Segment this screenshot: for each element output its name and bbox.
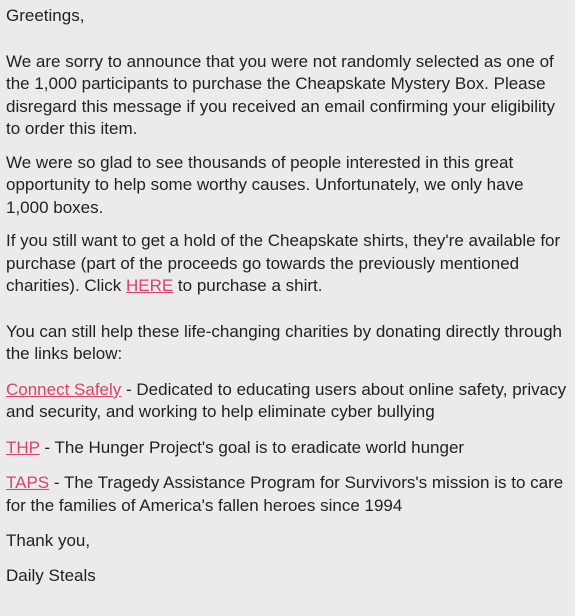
charity-item-connect-safely <box>6 379 569 424</box>
donate-paragraph: You can still help these life-changing charities by donating directly through the links below: <box>6 321 562 363</box>
charity-description: - The Hunger Project's goal is to eradicate world hunger <box>39 437 465 457</box>
charity-description: - The Tragedy Assistance Program for Survivors's mission is to care for the families of America's fallen heroes since 1994 <box>6 473 564 515</box>
thanks-paragraph: We were so glad to see thousands of people interested in this great opportunity to help some worthy causes. Unfortunately, we only have 1,000 boxes. <box>6 152 524 217</box>
rejection-paragraph: We are sorry to announce that you were not randomly selected as one of the 1,000 participants to purchase the Cheapskate Mystery Box. Please disregard this message if you received an email confirming your eligibility to order this item. <box>6 51 555 138</box>
charity-description: - Dedicated to educating users about online safety, privacy and security, and working to help eliminate cyber bullying <box>6 379 567 421</box>
shirts-text-before: If you still want to get a hold of the Cheapskate shirts, they're available for purchase (part of the proceeds go towards the previously mentioned charities). Click <box>6 231 561 295</box>
charity-item-thp <box>6 437 569 460</box>
shirts-paragraph <box>6 230 569 298</box>
greeting: Greetings, <box>6 6 85 25</box>
signature: Daily Steals <box>6 565 96 585</box>
here-link[interactable]: HERE <box>125 276 174 295</box>
connect-safely-link[interactable]: Connect Safely <box>6 379 122 399</box>
thp-link[interactable]: THP <box>6 437 40 457</box>
charity-item-taps <box>6 472 569 517</box>
taps-link[interactable]: TAPS <box>6 473 50 492</box>
closing: Thank you, <box>6 531 91 550</box>
shirts-text-after: to purchase a shirt. <box>173 276 323 295</box>
